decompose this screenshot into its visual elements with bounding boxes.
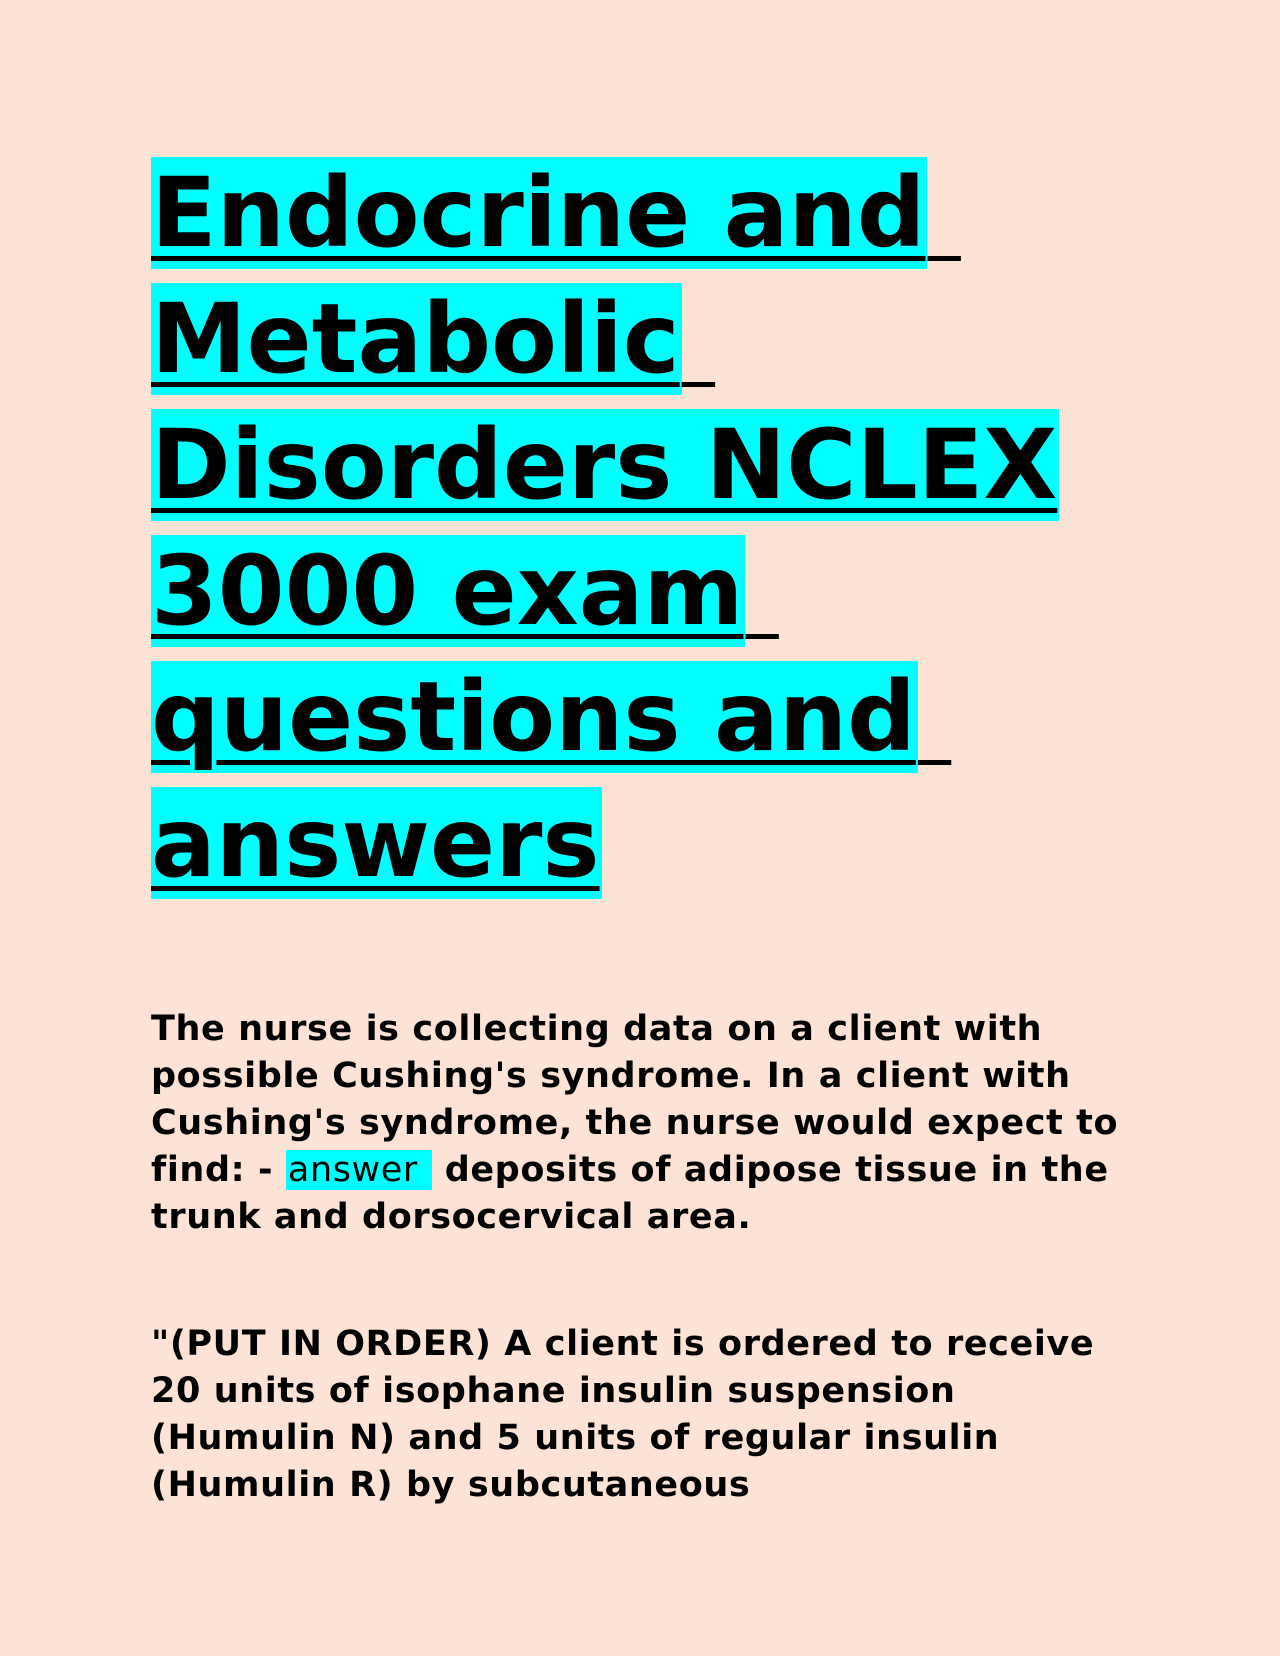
- title-line: [151, 528, 1151, 654]
- title-highlight: Metabolic: [151, 283, 680, 395]
- title-line: [151, 276, 1151, 402]
- title-line: [151, 150, 1151, 276]
- question-1-answer: deposits of adipose tissue in the trunk and dorsocervical area.: [151, 1150, 1109, 1237]
- title-line: [151, 780, 1151, 906]
- title-highlight: Endocrine and: [151, 157, 926, 269]
- title-highlight: 3000 exam: [151, 535, 744, 647]
- title-highlight: questions and: [151, 661, 916, 773]
- question-2-paragraph: [151, 1321, 1151, 1509]
- title-highlight: answers: [151, 787, 600, 899]
- document-title: [151, 150, 1151, 906]
- title-highlight: Disorders NCLEX: [151, 409, 1058, 521]
- title-line: [151, 654, 1151, 780]
- question-2-prompt: "(PUT IN ORDER) A client is ordered to receive 20 units of isophane insulin suspension (Humulin N) and 5 units of regular insulin (Humulin R) by subcutaneous: [151, 1324, 1095, 1505]
- answer-label: answer: [286, 1150, 432, 1190]
- question-1-paragraph: [151, 1006, 1151, 1241]
- question-1-prompt: The nurse is collecting data on a client with possible Cushing's syndrome. In a client with Cushing's syndrome, the nurse would expect to find: -: [151, 1009, 1119, 1190]
- title-line: [151, 402, 1151, 528]
- document-page: [151, 150, 1151, 1509]
